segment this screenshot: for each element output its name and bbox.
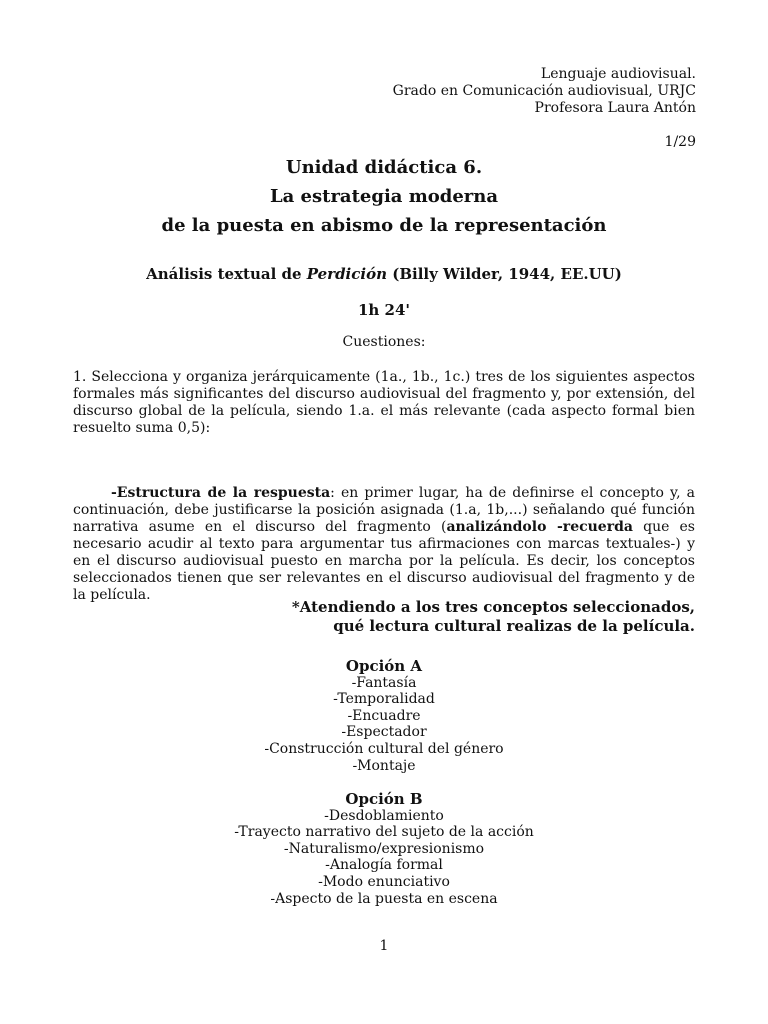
page-number: 1 <box>379 938 389 954</box>
option-b-item: -Trayecto narrativo del sujeto de la acción <box>234 824 534 841</box>
option-a-item: -Montaje <box>352 757 416 774</box>
option-a-item: -Construcción cultural del género <box>264 740 504 757</box>
option-a-item: -Espectador <box>341 724 427 741</box>
option-a-item: -Temporalidad <box>333 691 435 708</box>
page-count: 1/29 <box>664 134 696 150</box>
option-a-item: -Fantasía <box>351 674 417 691</box>
analysis-heading <box>0 265 768 283</box>
analysis-suffix: (Billy Wilder, 1944, EE.UU) <box>387 265 622 283</box>
closing-line-1: *Atendiendo a los tres conceptos seleccionados, <box>291 598 695 616</box>
unit-title-line-1: Unidad didáctica 6. <box>285 157 483 178</box>
option-b <box>234 791 534 907</box>
option-b-item: -Aspecto de la puesta en escena <box>270 890 498 907</box>
questions-label: Cuestiones: <box>342 334 426 350</box>
question-1: 1. Selecciona y organiza jerárquicamente (1a., 1b., 1c.) tres de los siguientes aspectos formales más significantes del discurso audiovisual del fragmento y, por extensión, del discurso global de la película, siendo 1.a. el más relevante (cada aspecto formal bien resuelto suma 0,5): <box>73 369 695 436</box>
structure-emphasis: analizándolo -recuerda <box>446 519 633 535</box>
option-b-item: -Modo enunciativo <box>318 873 450 890</box>
option-a <box>234 658 534 774</box>
closing-question <box>292 598 695 636</box>
film-title: Perdición <box>306 265 388 283</box>
unit-title-line-2: La estrategia moderna <box>269 186 499 207</box>
structure-text-2: que es necesario acudir al texto para argumentar tus afirmaciones con marcas textuales-) y en el discurso audiovisual puesto en marcha por la película. Es decir, los conceptos seleccionados tienen que ser relevantes en el discurso audiovisual del fragmento y de la película. <box>73 519 695 603</box>
film-duration: 1h 24' <box>357 301 411 319</box>
unit-title-line-3: de la puesta en abismo de la representación <box>161 215 607 236</box>
structure-label: -Estructura de la respuesta <box>111 485 331 501</box>
degree-name: Grado en Comunicación audiovisual, URJC <box>392 83 696 99</box>
option-b-item: -Desdoblamiento <box>324 807 444 824</box>
analysis-prefix: Análisis textual de <box>146 265 307 283</box>
option-a-item: -Encuadre <box>347 707 421 724</box>
option-b-title: Opción B <box>345 790 423 808</box>
professor-name: Profesora Laura Antón <box>534 100 696 116</box>
structure-text-1: : en primer lugar, ha de definirse el concepto y, a continuación, debe justificarse la posición asignada (1.a, 1b,...) señalando qué función narrativa asume en el discurso del fragmento ( <box>73 485 696 535</box>
option-b-item: -Analogía formal <box>325 857 443 874</box>
course-header <box>393 66 696 117</box>
course-name: Lenguaje audiovisual. <box>540 66 696 82</box>
answer-structure-paragraph <box>73 485 695 604</box>
option-b-item: -Naturalismo/expresionismo <box>283 840 485 857</box>
unit-title <box>0 153 768 240</box>
option-a-title: Opción A <box>345 657 423 675</box>
closing-line-2: qué lectura cultural realizas de la película. <box>333 617 695 635</box>
